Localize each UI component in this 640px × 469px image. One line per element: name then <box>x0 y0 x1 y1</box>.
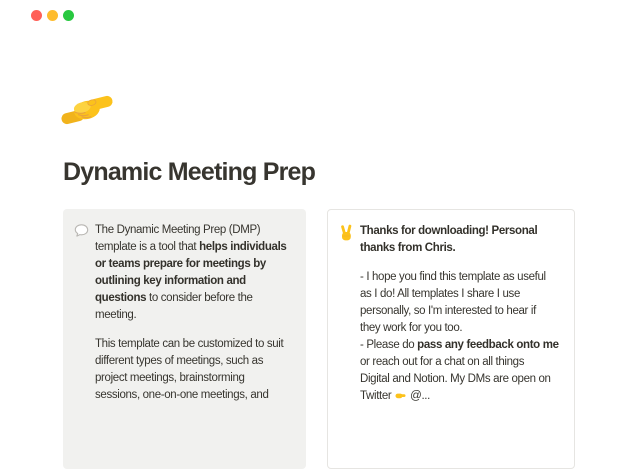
handshake-icon[interactable] <box>64 91 110 129</box>
callout-text-line: thanks from Chris. <box>360 242 456 254</box>
callout-text-line: different types of meetings, such as <box>95 355 264 367</box>
victory-hand-icon <box>339 223 354 240</box>
page-title[interactable]: Dynamic Meeting Prep <box>63 158 316 186</box>
callout-text-line: personally, so I'm interested to hear if <box>360 305 536 317</box>
window-titlebar <box>31 10 74 21</box>
callout-text-line: project meetings, brainstorming <box>95 372 245 384</box>
callout-text-line: - Please do pass any feedback onto me <box>360 339 559 351</box>
callout-text-line: sessions, one-on-one meetings, and <box>95 389 269 401</box>
callout-text-line: Thanks for downloading! Personal <box>360 225 538 237</box>
callout-columns <box>63 209 575 469</box>
callout-text-line: The Dynamic Meeting Prep (DMP) <box>95 224 261 236</box>
callout-text-line: they work for you too. <box>360 322 463 334</box>
callout-text-line: Twitter @... <box>360 390 430 402</box>
callout-text-line: or reach out for a chat on all things <box>360 356 525 368</box>
callout-text <box>95 222 300 456</box>
speech-balloon-icon <box>74 222 89 239</box>
callout-text-line: Digital and Notion. My DMs are open on <box>360 373 551 385</box>
zoom-button[interactable] <box>63 10 74 21</box>
callout-text-line: or teams prepare for meetings by <box>95 258 266 270</box>
callout-text-line: This template can be customized to suit <box>95 338 284 350</box>
close-button[interactable] <box>31 10 42 21</box>
callout-text-line: - I hope you find this template as useful <box>360 271 546 283</box>
callout-text <box>360 223 568 455</box>
about-callout[interactable] <box>63 209 306 469</box>
point-right-icon <box>395 390 406 401</box>
thanks-callout[interactable] <box>327 209 575 469</box>
callout-text-line: as I do! All templates I share I use <box>360 288 520 300</box>
paragraph-spacer <box>360 257 568 269</box>
callout-text-line: questions to consider before the <box>95 292 253 304</box>
callout-text-line: meeting. <box>95 309 137 321</box>
callout-text-line: outlining key information and <box>95 275 246 287</box>
callout-text-line: template is a tool that helps individuals <box>95 241 287 253</box>
minimize-button[interactable] <box>47 10 58 21</box>
paragraph-spacer <box>95 324 300 336</box>
